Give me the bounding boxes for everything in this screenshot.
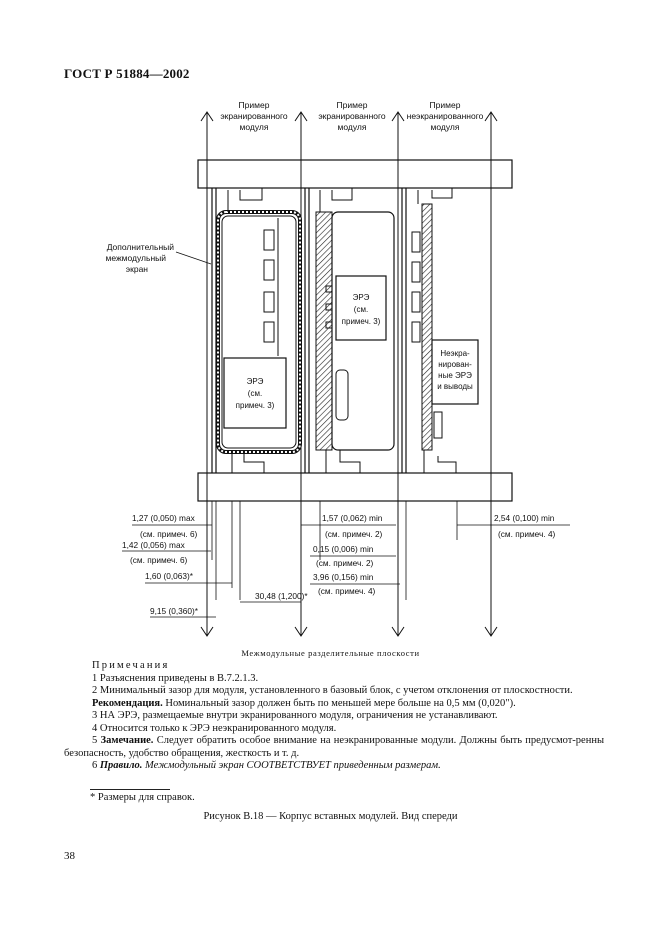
note-5-prefix: 5 — [92, 735, 101, 746]
footnote: * Размеры для справок. — [90, 792, 195, 803]
module-3 — [402, 188, 478, 473]
dim-5-value: 9,15 (0,360)* — [150, 606, 198, 616]
side-label-2: межмодульный — [105, 253, 166, 263]
column-label-2a: Пример — [336, 100, 368, 110]
note-5 — [64, 735, 604, 760]
dim-8-value: 3,96 (0,156) min — [313, 572, 374, 582]
note-6-text: Межмодульный экран СООТВЕТСТВУЕТ приведенным размерам. — [142, 760, 441, 771]
ere-label-left-1: ЭРЭ — [246, 377, 264, 386]
ere-label-mid-2: (см. — [353, 305, 369, 314]
ere-label-right-2: нирован- — [438, 360, 472, 369]
ere-label-left-2: (см. — [247, 389, 263, 398]
dim-9-value: 2,54 (0,100) min — [494, 513, 555, 523]
notes-block — [64, 660, 604, 773]
dim-1-value: 1,27 (0,050) max — [132, 513, 195, 523]
column-label-1c: модуля — [239, 122, 269, 132]
dim-1-note: (см. примеч. 6) — [140, 529, 198, 539]
dim-9-note: (см. примеч. 4) — [498, 529, 556, 539]
ere-label-left-3: примеч. 3) — [235, 401, 275, 410]
module-2 — [305, 188, 394, 473]
document-code: ГОСТ Р 51884—2002 — [64, 66, 190, 81]
figure-title: Рисунок В.18 — Корпус вставных модулей. Вид спереди — [203, 811, 458, 822]
footnote-divider — [90, 789, 170, 790]
note-5-text: Следует обратить особое внимание на неэкранированные модули. Должны быть предусмот-ренны безопасность, удобство обращения, жесткость и т. д. — [64, 735, 604, 759]
dim-2-note: (см. примеч. 6) — [130, 555, 188, 565]
note-6 — [64, 760, 604, 773]
column-label-2b: экранированного — [318, 111, 386, 121]
dim-3-value: 1,60 (0,063)* — [145, 571, 193, 581]
side-label — [105, 242, 174, 274]
recommendation-text: Номинальный зазор должен быть по меньшей мере больше на 0,5 мм (0,020"). — [162, 697, 516, 709]
column-labels — [220, 100, 483, 132]
note-4: 4 Относится только к ЭРЭ неэкранированного модуля. — [92, 722, 337, 734]
module-1 — [212, 188, 300, 473]
figure-caption: Межмодульные разделительные плоскости — [241, 648, 420, 658]
recommendation-label: Рекомендация. — [92, 697, 163, 709]
ere-label-right-3: ные ЭРЭ — [438, 371, 472, 380]
note-6-label: Правило. — [99, 760, 143, 771]
note-1: 1 Разъяснения приведены в В.7.2.1.3. — [92, 672, 259, 684]
dim-7-note: (см. примеч. 2) — [316, 558, 374, 568]
column-label-3b: неэкранированного — [406, 111, 484, 121]
column-label-2c: модуля — [337, 122, 367, 132]
note-2: 2 Минимальный зазор для модуля, установленного в базовый блок, с учетом отклонения от плоскостности. — [92, 685, 573, 696]
page-number: 38 — [64, 850, 75, 862]
notes-heading: Примечания — [92, 660, 170, 671]
ere-label-mid-3: примеч. 3) — [341, 317, 381, 326]
column-label-3a: Пример — [429, 100, 461, 110]
column-label-1b: экранированного — [220, 111, 288, 121]
column-label-1a: Пример — [238, 100, 270, 110]
side-label-3: экран — [125, 264, 148, 274]
dim-6-note: (см. примеч. 2) — [325, 529, 383, 539]
ere-label-right-4: и выводы — [437, 382, 473, 391]
note-6-prefix: 6 — [92, 760, 100, 771]
column-label-3c: модуля — [430, 122, 460, 132]
note-5-label: Замечание. — [100, 735, 154, 746]
note-recommendation — [64, 698, 604, 711]
ere-label-right-1: Неэкра- — [440, 349, 470, 358]
dim-7-value: 0,15 (0,006) min — [313, 544, 374, 554]
dim-8-note: (см. примеч. 4) — [318, 586, 376, 596]
dim-6-value: 1,57 (0,062) min — [322, 513, 383, 523]
ere-label-mid-1: ЭРЭ — [352, 293, 370, 302]
dim-2-value: 1,42 (0,056) max — [122, 540, 185, 550]
side-label-1: Дополнительный — [106, 242, 174, 252]
note-3: 3 НА ЭРЭ, размещаемые внутри экранированного модуля, ограничения не устанавливают. — [92, 710, 498, 721]
dim-4-value: 30,48 (1,200)* — [255, 591, 308, 601]
